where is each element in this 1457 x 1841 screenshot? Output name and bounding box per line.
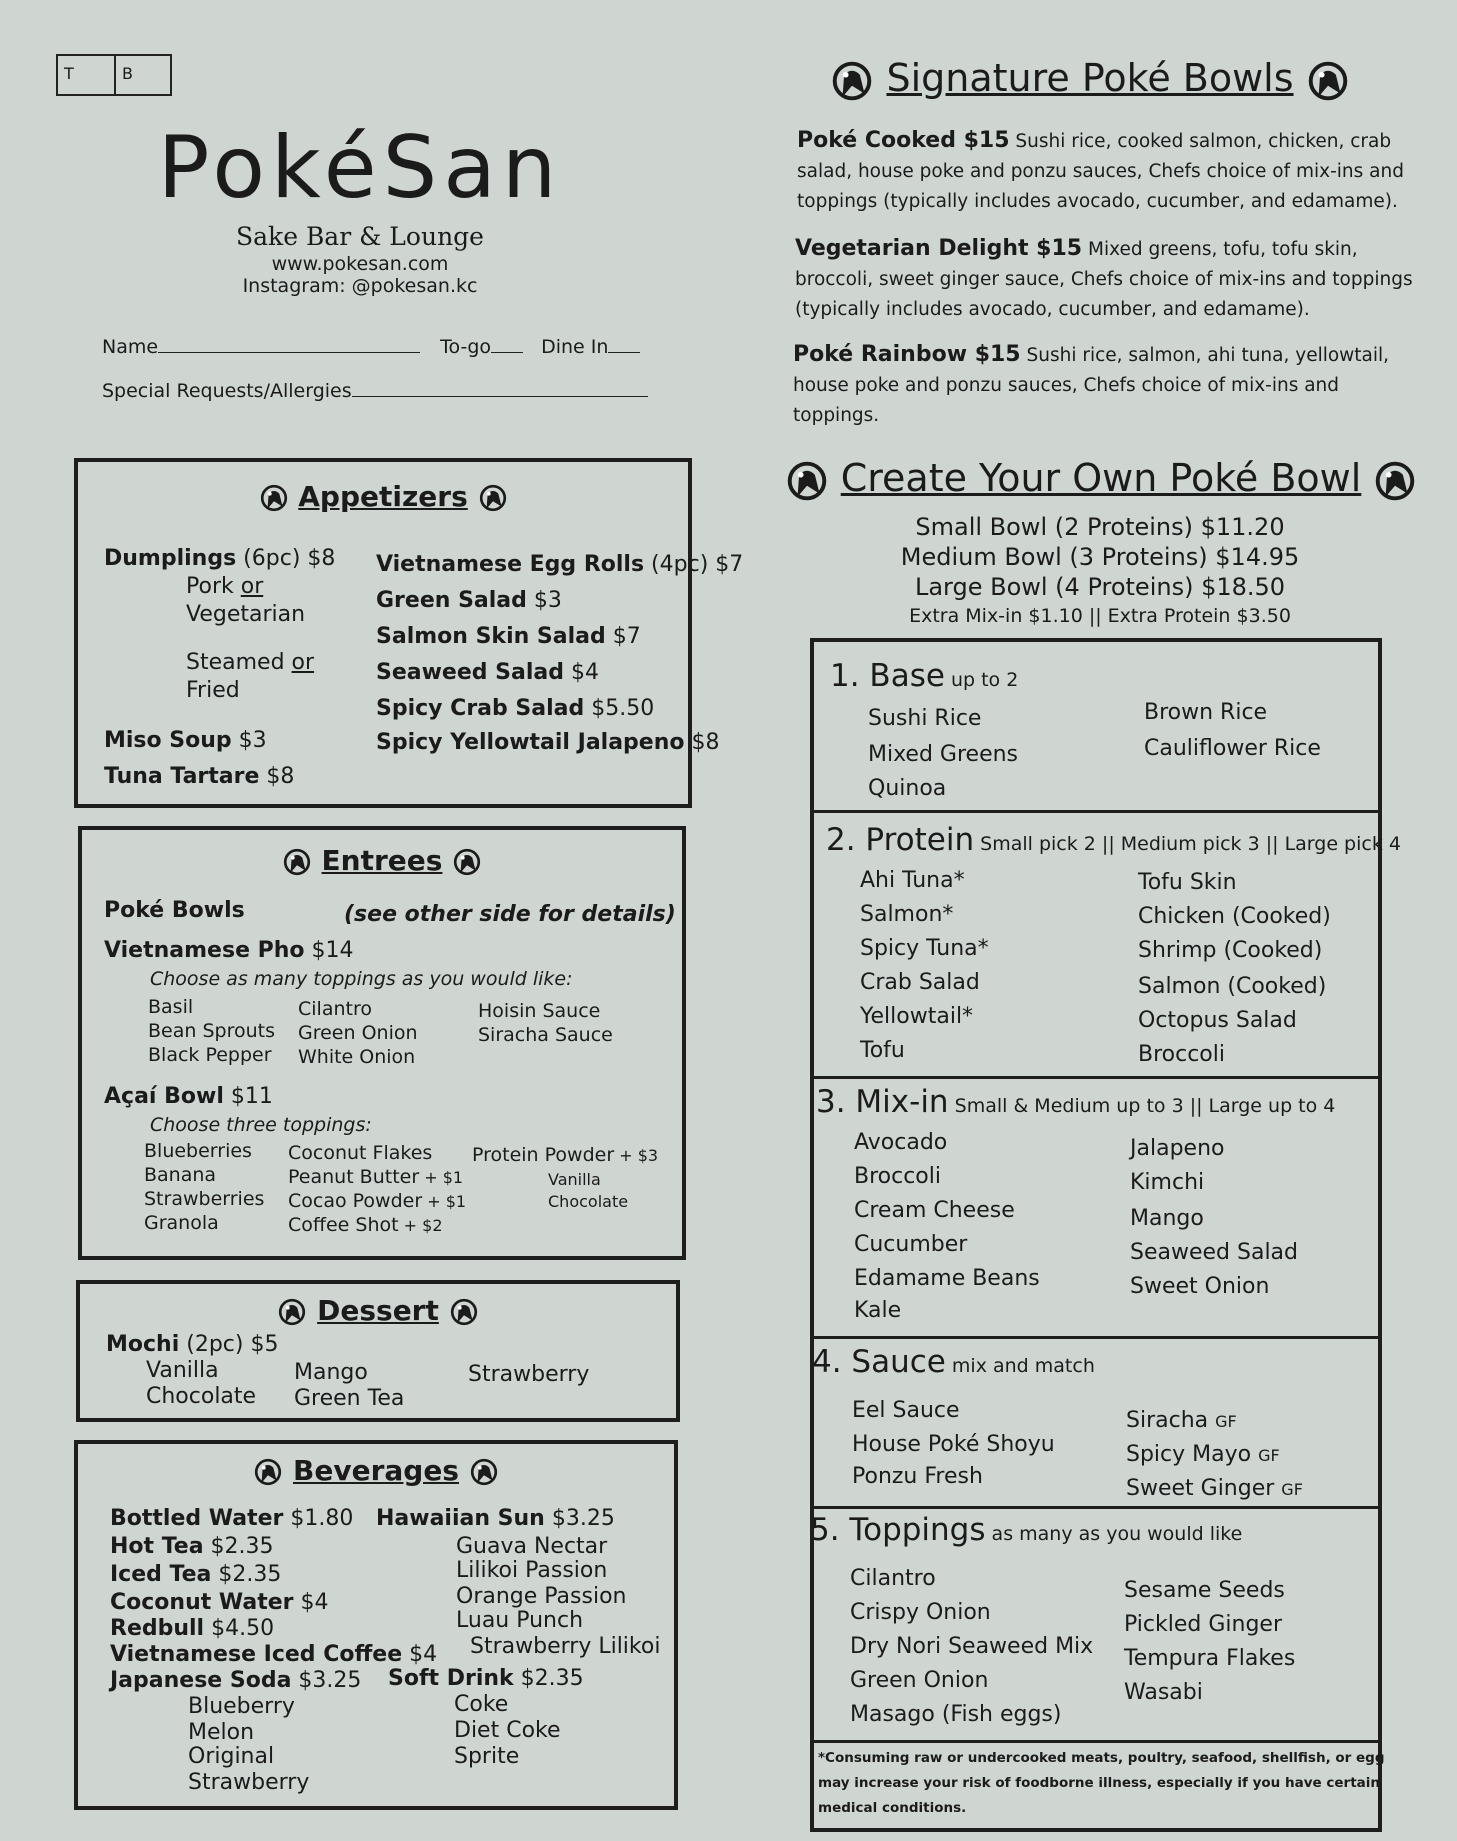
extras-line: Extra Mix-in $1.10 || Extra Protein $3.50 xyxy=(909,605,1291,627)
beverages-section xyxy=(74,1440,678,1810)
pho-note: Choose as many toppings as you would like: xyxy=(150,968,573,990)
dinein-field[interactable] xyxy=(608,334,640,353)
beverage-item: Iced Tea $2.35 xyxy=(110,1562,282,1587)
sauce-option[interactable]: House Poké Shoyu xyxy=(852,1432,1055,1457)
salmon-skin-item: Salmon Skin Salad $7 xyxy=(376,624,641,649)
spicy-yellowtail-item: Spicy Yellowtail Jalapeno $8 xyxy=(376,730,720,755)
base-option[interactable]: Cauliflower Rice xyxy=(1144,736,1321,761)
dessert-section xyxy=(76,1280,680,1422)
dumplings-option-pork: Pork or xyxy=(186,574,264,599)
signature-title-row xyxy=(790,56,1390,103)
acai-topping: Blueberries xyxy=(144,1140,252,1162)
base-option[interactable]: Brown Rice xyxy=(1144,700,1268,725)
step-toppings: 5. Toppings as many as you would like xyxy=(810,1512,1243,1548)
bowl-size: Small Bowl (2 Proteins) $11.20 xyxy=(915,513,1285,541)
mixin-option[interactable]: Broccoli xyxy=(854,1164,941,1189)
step-base: 1. Base up to 2 xyxy=(830,658,1019,694)
pho-topping: Basil xyxy=(148,996,194,1018)
soda-flavor: Original xyxy=(188,1744,275,1769)
hawaiian-flavor: Guava Nectar xyxy=(456,1534,608,1559)
topping-option[interactable]: Sesame Seeds xyxy=(1124,1578,1285,1603)
logo-text: PokéSan xyxy=(157,118,563,218)
protein-option[interactable]: Octopus Salad xyxy=(1138,1008,1297,1033)
soft-drink-flavor: Sprite xyxy=(454,1744,520,1769)
beverage-item: Redbull $4.50 xyxy=(110,1616,275,1641)
mixin-option[interactable]: Kale xyxy=(854,1298,902,1323)
protein-option[interactable]: Salmon* xyxy=(860,902,954,927)
poke-logo-icon xyxy=(830,59,874,103)
mixin-option[interactable]: Edamame Beans xyxy=(854,1266,1040,1291)
dumplings-option-steamed: Steamed or xyxy=(186,650,315,675)
mixin-option[interactable]: Kimchi xyxy=(1130,1170,1205,1195)
poke-logo-icon xyxy=(277,1297,307,1327)
base-option[interactable]: Sushi Rice xyxy=(868,706,982,731)
dumplings-option-fried: Fried xyxy=(186,678,240,703)
protein-powder-chocolate: Chocolate xyxy=(548,1192,629,1211)
poke-bowls-item: Poké Bowls xyxy=(104,898,245,923)
soda-flavor: Strawberry xyxy=(188,1770,310,1795)
dumplings-item: Dumplings (6pc) $8 xyxy=(104,546,336,571)
soft-drink-flavor: Coke xyxy=(454,1692,509,1717)
acai-topping: Peanut Butter + $1 xyxy=(288,1166,464,1188)
entrees-title: Entrees xyxy=(321,844,443,877)
sauce-option[interactable]: Eel Sauce xyxy=(852,1398,960,1423)
mixin-option[interactable]: Avocado xyxy=(854,1130,948,1155)
pho-topping: Hoisin Sauce xyxy=(478,1000,601,1022)
topping-option[interactable]: Dry Nori Seaweed Mix xyxy=(850,1634,1094,1659)
appetizers-section xyxy=(74,458,744,808)
pho-topping: White Onion xyxy=(298,1046,416,1068)
mochi-flavor: Vanilla xyxy=(146,1358,219,1383)
entrees-section xyxy=(78,826,686,1260)
green-salad-item: Green Salad $3 xyxy=(376,588,562,613)
hawaiian-flavor: Strawberry Lilikoi xyxy=(470,1634,661,1659)
poke-logo-icon xyxy=(478,483,508,513)
topping-option[interactable]: Cilantro xyxy=(850,1566,936,1591)
acai-topping: Banana xyxy=(144,1164,217,1186)
protein-option[interactable]: Broccoli xyxy=(1138,1042,1225,1067)
mochi-item: Mochi (2pc) $5 xyxy=(106,1332,279,1357)
protein-option[interactable]: Yellowtail* xyxy=(860,1004,974,1029)
pho-topping: Black Pepper xyxy=(148,1044,272,1066)
poke-logo-icon xyxy=(469,1457,499,1487)
pho-item: Vietnamese Pho $14 xyxy=(104,938,354,963)
mochi-flavor: Mango xyxy=(294,1360,368,1385)
signature-item: Poké Cooked $15 Sushi rice, cooked salmon, chicken, crab salad, house poke and ponzu sauces, Chefs choice of mix-ins and toppings (typically includes avocado, cucumber, and edamame). xyxy=(797,128,1404,212)
acai-bowl-item: Açaí Bowl $11 xyxy=(104,1084,273,1109)
acai-topping: Coffee Shot + $2 xyxy=(288,1214,443,1236)
step-sauce: 4. Sauce mix and match xyxy=(812,1344,1095,1380)
protein-option[interactable]: Tofu Skin xyxy=(1138,870,1237,895)
bowl-size: Large Bowl (4 Proteins) $18.50 xyxy=(914,573,1286,601)
topping-option[interactable]: Crispy Onion xyxy=(850,1600,991,1625)
hawaiian-flavor: Luau Punch xyxy=(456,1608,584,1633)
sauce-option[interactable]: Sweet Ginger GF xyxy=(1126,1476,1303,1501)
food-safety-disclaimer: *Consuming raw or undercooked meats, poultry, seafood, shellfish, or egg may increase your risk of foodborne illness, especially if you have certain medical conditions. xyxy=(818,1750,1385,1816)
poke-logo-icon xyxy=(785,459,829,503)
topping-option[interactable]: Green Onion xyxy=(850,1668,989,1693)
beverage-item: Hot Tea $2.35 xyxy=(110,1534,274,1559)
mixin-option[interactable]: Cream Cheese xyxy=(854,1198,1015,1223)
beverages-title: Beverages xyxy=(293,1454,459,1487)
protein-option[interactable]: Crab Salad xyxy=(860,970,980,995)
brand-logo xyxy=(120,118,600,218)
see-other-side-note: (see other side for details) xyxy=(344,902,676,927)
miso-soup-item: Miso Soup $3 xyxy=(104,728,267,753)
acai-topping: Cocao Powder + $1 xyxy=(288,1190,467,1212)
mixin-option[interactable]: Sweet Onion xyxy=(1130,1274,1270,1299)
acai-topping: Strawberries xyxy=(144,1188,265,1210)
order-form xyxy=(102,334,640,358)
sauce-option[interactable]: Ponzu Fresh xyxy=(852,1464,983,1489)
poke-logo-icon xyxy=(1306,59,1350,103)
acai-topping: Coconut Flakes xyxy=(288,1142,433,1164)
egg-rolls-item: Vietnamese Egg Rolls (4pc) $7 xyxy=(376,552,744,577)
mixin-option[interactable]: Cucumber xyxy=(854,1232,968,1257)
create-steps-box xyxy=(810,638,1401,1832)
protein-option[interactable]: Ahi Tuna* xyxy=(860,868,965,893)
step-mixin: 3. Mix-in Small & Medium up to 3 || Large up to 4 xyxy=(816,1084,1336,1120)
beverage-item: Bottled Water $1.80 xyxy=(110,1506,354,1531)
acai-note: Choose three toppings: xyxy=(150,1114,372,1136)
soda-flavor: Melon xyxy=(188,1720,255,1745)
special-label: Special Requests/Allergies xyxy=(102,380,352,402)
name-field[interactable] xyxy=(158,334,420,353)
bowl-sizes xyxy=(800,512,1400,630)
step-protein: 2. Protein Small pick 2 || Medium pick 3 || Large pick 4 xyxy=(826,822,1401,858)
pho-topping: Cilantro xyxy=(298,998,372,1020)
base-option[interactable]: Mixed Greens xyxy=(868,742,1019,767)
pho-topping: Green Onion xyxy=(298,1022,418,1044)
protein-powder-topping: Protein Powder + $3 xyxy=(472,1144,659,1166)
poke-logo-icon xyxy=(452,847,482,877)
pho-topping: Bean Sprouts xyxy=(148,1020,275,1042)
mixin-option[interactable]: Mango xyxy=(1130,1206,1204,1231)
mixin-option[interactable]: Seaweed Salad xyxy=(1130,1240,1299,1265)
spicy-crab-item: Spicy Crab Salad $5.50 xyxy=(376,696,655,721)
beverage-item: Vietnamese Iced Coffee $4 xyxy=(110,1642,438,1667)
appetizers-title: Appetizers xyxy=(298,480,468,513)
website[interactable]: www.pokesan.com xyxy=(271,253,449,275)
poke-logo-icon xyxy=(253,1457,283,1487)
mochi-flavor: Strawberry xyxy=(468,1362,590,1387)
hawaiian-sun-item: Hawaiian Sun $3.25 xyxy=(376,1506,615,1531)
topping-option[interactable]: Wasabi xyxy=(1124,1680,1203,1705)
poke-logo-icon xyxy=(1373,459,1417,503)
signature-item: Vegetarian Delight $15 Mixed greens, tofu, tofu skin, broccoli, sweet ginger sauce, Chefs choice of mix-ins and toppings (typically includes avocado, cucumber, and edamame). xyxy=(795,236,1413,320)
seaweed-salad-item: Seaweed Salad $4 xyxy=(376,660,600,685)
protein-option[interactable]: Spicy Tuna* xyxy=(860,936,989,961)
name-label: Name xyxy=(102,336,159,358)
poke-logo-icon xyxy=(449,1297,479,1327)
signature-item: Poké Rainbow $15 Sushi rice, salmon, ahi tuna, yellowtail, house poke and ponzu sauces, Chefs choice of mix-ins and toppings. xyxy=(793,342,1390,426)
tb-box-t: T xyxy=(64,64,74,83)
dumplings-option-vegetarian: Vegetarian xyxy=(186,602,306,627)
instagram[interactable]: Instagram: @pokesan.kc xyxy=(242,275,478,297)
mochi-flavor: Chocolate xyxy=(146,1384,257,1409)
soft-drink-flavor: Diet Coke xyxy=(454,1718,561,1743)
poke-logo-icon xyxy=(282,847,312,877)
mixin-option[interactable]: Jalapeno xyxy=(1130,1136,1225,1161)
topping-option[interactable]: Tempura Flakes xyxy=(1124,1646,1296,1671)
togo-label: To-go xyxy=(440,336,492,358)
pho-topping: Siracha Sauce xyxy=(478,1024,613,1046)
beverage-item: Japanese Soda $3.25 xyxy=(110,1668,362,1693)
sauce-option[interactable]: Siracha GF xyxy=(1126,1408,1237,1433)
togo-field[interactable] xyxy=(491,334,523,353)
bowl-size: Medium Bowl (3 Proteins) $14.95 xyxy=(900,543,1300,571)
topping-option[interactable]: Pickled Ginger xyxy=(1124,1612,1282,1637)
tagline: Sake Bar & Lounge xyxy=(236,222,484,251)
mochi-flavor: Green Tea xyxy=(294,1386,405,1411)
dinein-label: Dine In xyxy=(541,336,609,358)
create-title-row xyxy=(776,456,1426,503)
beverage-item: Coconut Water $4 xyxy=(110,1590,329,1615)
create-title: Create Your Own Poké Bowl xyxy=(840,456,1362,500)
tb-box-b: B xyxy=(122,64,133,83)
special-field[interactable] xyxy=(352,378,648,397)
sauce-option[interactable]: Spicy Mayo GF xyxy=(1126,1442,1280,1467)
topping-option[interactable]: Masago (Fish eggs) xyxy=(850,1702,1062,1727)
signature-title: Signature Poké Bowls xyxy=(886,56,1294,100)
tb-box xyxy=(56,54,172,96)
protein-option[interactable]: Tofu xyxy=(860,1038,905,1063)
tuna-tartare-item: Tuna Tartare $8 xyxy=(104,764,295,789)
acai-topping: Granola xyxy=(144,1212,219,1234)
hawaiian-flavor: Orange Passion xyxy=(456,1584,627,1609)
protein-option[interactable]: Shrimp (Cooked) xyxy=(1138,938,1323,963)
soda-flavor: Blueberry xyxy=(188,1694,295,1719)
poke-logo-icon xyxy=(259,483,289,513)
soft-drink-item: Soft Drink $2.35 xyxy=(388,1666,584,1691)
protein-option[interactable]: Salmon (Cooked) xyxy=(1138,974,1327,999)
hawaiian-flavor: Lilikoi Passion xyxy=(456,1558,608,1583)
protein-option[interactable]: Chicken (Cooked) xyxy=(1138,904,1331,929)
base-option[interactable]: Quinoa xyxy=(868,776,947,801)
protein-powder-vanilla: Vanilla xyxy=(548,1170,601,1189)
dessert-title: Dessert xyxy=(317,1294,439,1327)
